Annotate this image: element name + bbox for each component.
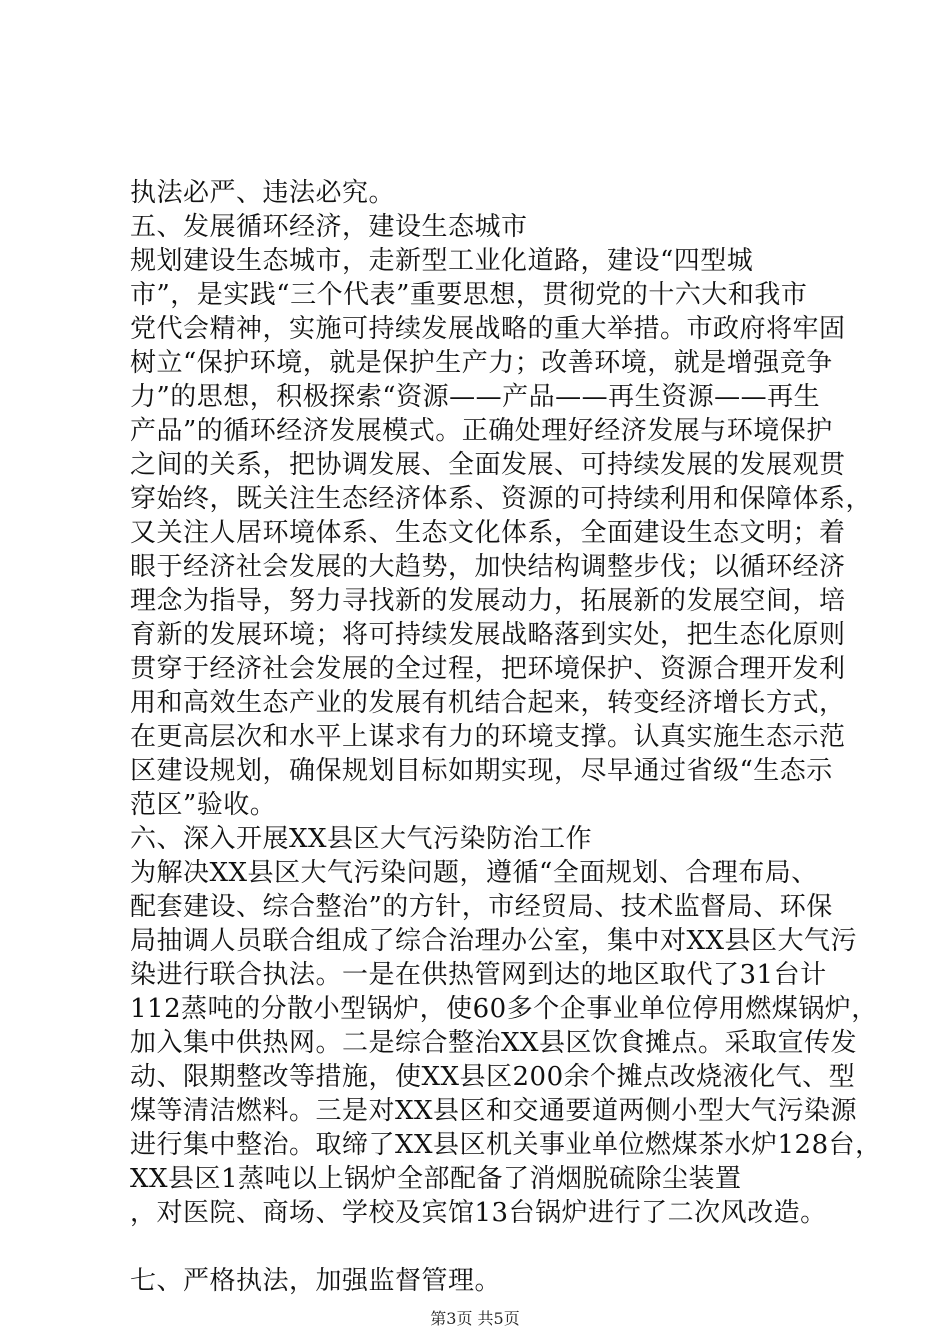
text-line: 贯穿于经济社会发展的全过程，把环境保护、资源合理开发利 (130, 654, 846, 684)
text-line: 在更高层次和水平上谋求有力的环境支撑。认真实施生态示范 (130, 722, 846, 752)
text-line: 穿始终，既关注生态经济体系、资源的可持续利用和保障体系， (130, 484, 873, 514)
text-line: 为解决XX县区大气污染问题，遵循“全面规划、合理布局、 (130, 858, 818, 888)
text-line: 112蒸吨的分散小型锅炉，使60多个企事业单位停用燃煤锅炉， (130, 994, 878, 1024)
text-line: 执法必严、违法必究。 (130, 178, 396, 208)
text-line: 眼于经济社会发展的大趋势，加快结构调整步伐；以循环经济 (130, 552, 846, 582)
text-line: 市”，是实践“三个代表”重要思想，贯彻党的十六大和我市 (130, 280, 808, 310)
text-line: 产品”的循环经济发展模式。正确处理好经济发展与环境保护 (130, 416, 833, 446)
section-heading: 七、严格执法，加强监督管理。 (130, 1266, 502, 1296)
text-line: 动、限期整改等措施，使XX县区200余个摊点改烧液化气、型 (130, 1062, 856, 1092)
text-line: 进行集中整治。取缔了XX县区机关事业单位燃煤茶水炉128台， (130, 1130, 882, 1160)
text-line: 区建设规划，确保规划目标如期实现，尽早通过省级“生态示 (130, 756, 833, 786)
text-line: 配套建设、综合整治”的方针，市经贸局、技术监督局、环保 (130, 892, 833, 922)
text-line: ，对医院、商场、学校及宾馆13台锅炉进行了二次风改造。 (130, 1198, 827, 1228)
text-line: 范区”验收。 (130, 790, 277, 820)
text-line: 党代会精神，实施可持续发展战略的重大举措。市政府将牢固 (130, 314, 846, 344)
text-line: 理念为指导，努力寻找新的发展动力，拓展新的发展空间，培 (130, 586, 846, 616)
text-line: 局抽调人员联合组成了综合治理办公室，集中对XX县区大气污 (130, 926, 858, 956)
text-line: XX县区1蒸吨以上锅炉全部配备了消烟脱硫除尘装置 (130, 1164, 742, 1194)
text-line: 规划建设生态城市，走新型工业化道路，建设“四型城 (130, 246, 754, 276)
text-line: 加入集中供热网。二是综合整治XX县区饮食摊点。采取宣传发 (130, 1028, 858, 1058)
text-line: 染进行联合执法。一是在供热管网到达的地区取代了31台计 (130, 960, 827, 990)
page-footer: 第3页 共5页 (430, 1309, 520, 1328)
text-line: 树立“保护环境，就是保护生产力；改善环境，就是增强竞争 (130, 348, 833, 378)
section-heading: 五、发展循环经济，建设生态城市 (130, 212, 528, 242)
text-line: 育新的发展环境；将可持续发展战略落到实处，把生态化原则 (130, 620, 846, 650)
text-line: 用和高效生态产业的发展有机结合起来，转变经济增长方式， (130, 688, 846, 718)
section-heading: 六、深入开展XX县区大气污染防治工作 (130, 824, 593, 854)
text-line: 力”的思想，积极探索“资源——产品——再生资源——再生 (130, 382, 821, 412)
text-line: 之间的关系，把协调发展、全面发展、可持续发展的发展观贯 (130, 450, 846, 480)
text-line: 煤等清洁燃料。三是对XX县区和交通要道两侧小型大气污染源 (130, 1096, 858, 1126)
text-line: 又关注人居环境体系、生态文化体系，全面建设生态文明；着 (130, 518, 846, 548)
